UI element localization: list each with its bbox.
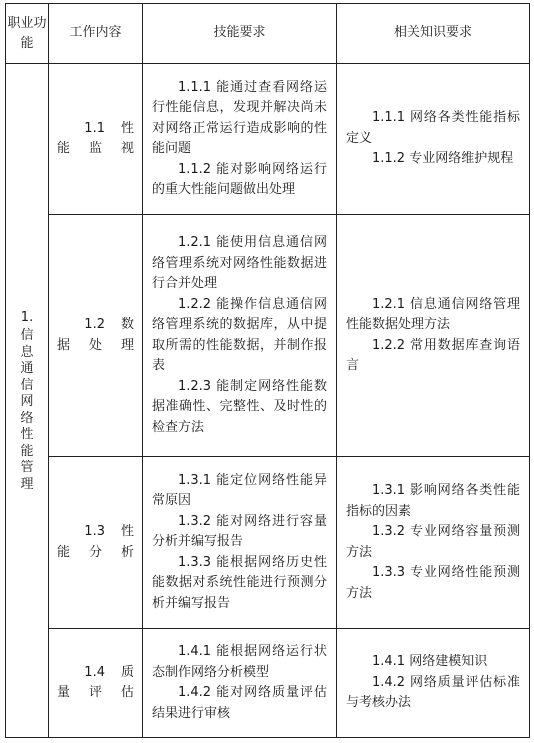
knowledge-item: 1.3.1 影响网络各类性能指标的因素 [346,483,520,519]
table-row [6,64,530,215]
knowledge-item: 1.3.2 专业网络容量预测方法 [346,524,520,560]
header-function: 职业功能 [6,4,49,64]
work-content: 1.3 性能分析 [57,524,134,560]
skill-standard-table [5,3,530,738]
work-cell [49,457,143,629]
skill-item: 1.1.2 能对影响网络运行的重大性能问题做出处理 [152,161,327,197]
skill-item: 1.4.1 能根据网络运行状态制作网络分析模型 [152,644,327,680]
knowledge-cell [337,629,530,738]
knowledge-item: 1.4.2 网络质量评估标准与考核办法 [346,674,520,711]
table-row [6,629,530,738]
work-cell [49,629,143,738]
work-cell [49,215,143,457]
function-cell [6,64,49,738]
knowledge-item: 1.3.3 专业网络性能预测方法 [346,565,520,601]
skill-item: 1.3.3 能根据网络历史性能数据对系统性能进行预测分析并编写报告 [152,554,327,611]
function-name: 信息通信网络性能管理 [20,328,34,492]
skill-cell [143,629,337,738]
knowledge-cell [337,215,530,457]
skill-item: 1.1.1 能通过查看网络运行性能信息，发现并解决尚未对网络正常运行造成影响的性能问题 [152,79,327,156]
skill-item: 1.4.2 能对网络质量评估结果进行审核 [152,685,327,721]
table-row [6,457,530,629]
knowledge-cell [337,457,530,629]
function-number: 1. [20,309,34,325]
skill-item: 1.3.1 能定位网络性能异常原因 [152,472,327,509]
header-knowledge: 相关知识要求 [337,4,530,64]
skill-cell [143,215,337,457]
skill-cell [143,64,337,215]
skill-cell [143,457,337,629]
knowledge-item: 1.2.1 信息通信网络管理性能数据处理方法 [346,296,520,332]
knowledge-item: 1.1.1 网络各类性能指标定义 [346,110,520,146]
table-row [6,215,530,457]
skill-item: 1.2.2 能操作信息通信网络管理系统的数据库，从中提取所需的性能数据，并制作报表 [152,296,327,373]
knowledge-item: 1.4.1 网络建模知识 [372,654,488,670]
skill-item: 1.3.2 能对网络进行容量分析并编写报告 [152,513,327,550]
header-work: 工作内容 [49,4,143,64]
work-content: 1.1 性能监视 [57,120,134,156]
work-cell [49,64,143,215]
knowledge-cell [337,64,530,215]
work-content: 1.2 数据处理 [57,317,134,353]
knowledge-item: 1.2.2 常用数据库查询语言 [346,337,520,373]
work-content: 1.4 质量评估 [57,664,134,700]
skill-item: 1.2.3 能制定网络性能数据准确性、完整性、及时性的检查方法 [152,378,327,435]
knowledge-item: 1.1.2 专业网络维护规程 [372,151,514,167]
header-row [6,4,530,64]
skill-item: 1.2.1 能使用信息通信网络管理系统对网络性能数据进行合并处理 [152,235,327,291]
header-skill: 技能要求 [143,4,337,64]
